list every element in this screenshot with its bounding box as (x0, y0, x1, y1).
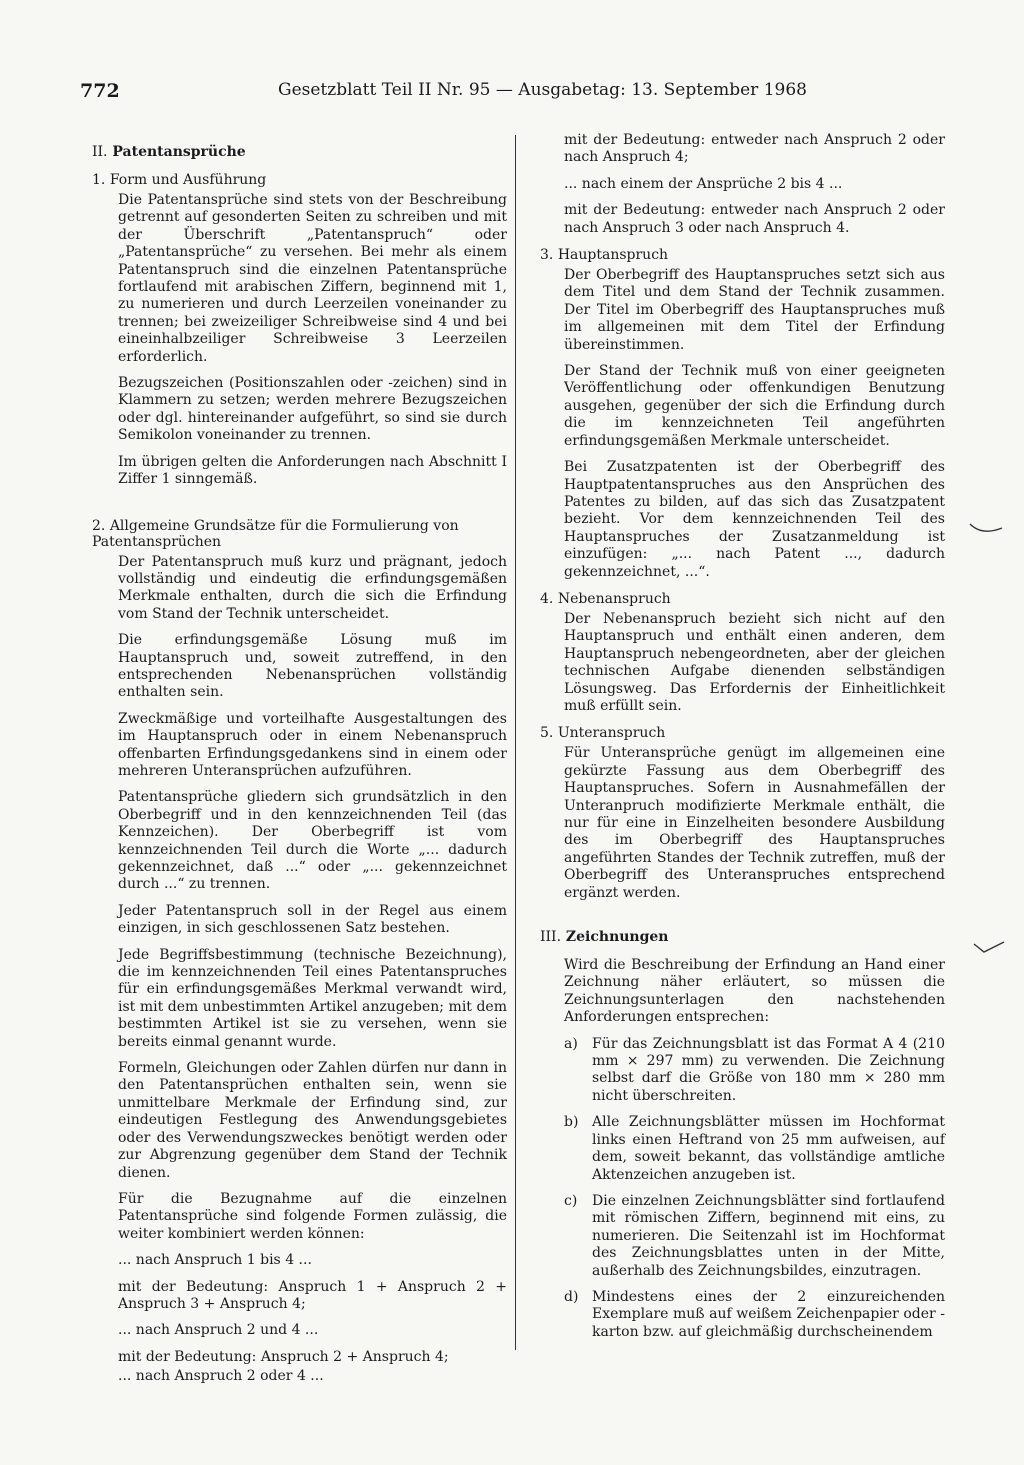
continued-text (540, 132, 945, 237)
paragraph: ... nach einem der Ansprüche 2 bis 4 ... (564, 175, 843, 192)
paragraph: Bezugszeichen (Positionszahlen oder -zeichen) sind in Klammern zu setzen; werden mehrere Bezugszeichen oder dgl. hintereinander aufgeführt, so sind sie durch Semikolon voneinander zu trennen. (118, 375, 507, 444)
checkmark-icon (972, 940, 1008, 956)
paragraph: mit der Bedeutung: Anspruch 1 + Anspruch 2 + Anspruch 3 + Anspruch 4; (118, 1278, 507, 1312)
right-column (540, 132, 945, 1350)
list-item: d) Mindestens eines der 2 einzureichenden Exemplare muß auf weißem Zeichenpapier oder -karton bzw. auf gleichmäßig durchscheinendem (564, 1288, 945, 1340)
pencil-mark-icon (968, 520, 1004, 536)
paragraph: Die erfindungsgemäße Lösung muß im Hauptanspruch und, soweit zutreffend, in den entsprechenden Nebenansprüchen vollständig enthalten sein. (118, 632, 507, 701)
paragraph: ... nach Anspruch 2 und 4 ... (118, 1322, 319, 1339)
item-body (540, 267, 945, 581)
item-heading: 4. Nebenanspruch (540, 590, 671, 607)
item-body (92, 554, 507, 1386)
item-body (92, 192, 507, 489)
section-heading: III. Zeichnungen (540, 929, 669, 946)
left-column (92, 136, 507, 1395)
paragraph: mit der Bedeutung: Anspruch 2 + Anspruch 4; (118, 1348, 449, 1365)
paragraph: Wird die Beschreibung der Erfindung an Hand einer Zeichnung näher erläutert, so müssen die Zeichnungsunterlagen den nachstehenden Anforderungen entsprechen: (564, 957, 945, 1026)
list-item: b) Alle Zeichnungsblätter müssen im Hochformat links einen Heftrand von 25 mm aufweisen, auf dem, soweit bekannt, das vollständige amtliche Aktenzeichen anzugeben ist. (564, 1114, 945, 1183)
paragraph: Für die Bezugnahme auf die einzelnen Patentansprüche sind folgende Formen zulässig, die weiter kombiniert werden können: (118, 1190, 507, 1242)
item-heading: 2. Allgemeine Grundsätze für die Formulierung von Patentansprüchen (92, 517, 459, 550)
item-body (540, 957, 945, 1341)
list-item: a) Für das Zeichnungsblatt ist das Format A 4 (210 mm × 297 mm) zu verwenden. Die Zeichnung selbst darf die Größe von 180 mm × 280 mm nicht überschreiten. (564, 1035, 945, 1104)
paragraph: mit der Bedeutung: entweder nach Anspruch 2 oder nach Anspruch 4; (564, 132, 945, 166)
paragraph: Für Unteransprüche genügt im allgemeinen eine gekürzte Fassung aus dem Oberbegriff des Hauptanspruches. Sofern in Ausnahmefällen der Unteranpruch modifizierte Merkmale enthält, die nur für eine in Einzelheiten besondere Ausbildung des im Oberbegriff des Hauptanspruches angeführten Standes der Technik zutreffen, muß der Oberbegriff des Unteranspruches entsprechend ergänzt werden. (564, 745, 945, 901)
paragraph: Der Oberbegriff des Hauptanspruches setzt sich aus dem Titel und dem Stand der Technik zusammen. Der Titel im Oberbegriff des Hauptanspruches muß im allgemeinen mit dem Titel der Erfindung übereinstimmen. (564, 267, 945, 353)
item-body (540, 745, 945, 902)
paragraph: ... nach Anspruch 1 bis 4 ... (118, 1252, 312, 1269)
page-header (0, 80, 1024, 108)
paragraph: Bei Zusatzpatenten ist der Oberbegriff des Hauptpatentanspruches aus den Ansprüchen des Patentes zu bilden, auf das sich das Zusatzpatent bezieht. Vor dem kennzeichnenden Teil des Hauptanspruches der Zusatzanmeldung ist einzufügen: „... nach Patent ..., dadurch gekennzeichnet, ...“. (564, 459, 945, 580)
section-heading: II. Patentansprüche (92, 144, 246, 160)
paragraph: mit der Bedeutung: entweder nach Anspruch 2 oder nach Anspruch 3 oder nach Anspruch 4. (564, 202, 945, 236)
paragraph: Jeder Patentanspruch soll in der Regel aus einem einzigen, in sich geschlossenen Satz bestehen. (118, 902, 507, 937)
item-body (540, 611, 945, 715)
paragraph: ... nach Anspruch 2 oder 4 ... (118, 1368, 324, 1385)
list-item: c) Die einzelnen Zeichnungsblätter sind fortlaufend mit römischen Ziffern, beginnend mit eins, zu numerieren. Die Seitenzahl ist im Hochformat des Zeichnungsblattes unten in der Mitte, außerhalb des Zeichnungsbildes, einzutragen. (564, 1192, 945, 1279)
paragraph: Im übrigen gelten die Anforderungen nach Abschnitt I Ziffer 1 sinngemäß. (118, 453, 507, 488)
item-heading: 1. Form und Ausführung (92, 172, 267, 188)
column-divider (515, 135, 516, 1350)
paragraph: Die Patentansprüche sind stets von der Beschreibung getrennt auf gesonderten Seiten zu schreiben und mit der Überschrift „Patentanspruch“ oder „Patentansprüche“ zu versehen. Bei mehr als einem Patentanspruch sind die einzelnen Patentansprüche fortlaufend mit arabischen Ziffern, beginnend mit 1, zu numerieren und durch Leerzeilen voneinander zu trennen; bei zweizeiliger Schreibweise sind 4 und bei eineinhalbzeiliger Schreibweise 3 Leerzeilen erforderlich. (118, 192, 507, 365)
paragraph: Jede Begriffsbestimmung (technische Bezeichnung), die im kennzeichnenden Teil eines Patentanspruches für ein erfindungsgemäßes Merkmal verwandt wird, ist mit dem unbestimmten Artikel anzugeben; mit dem bestimmten Artikel ist sie zu versehen, wenn sie bereits einmal genannt wurde. (118, 946, 507, 1050)
paragraph: Der Stand der Technik muß von einer geeigneten Veröffentlichung oder offenkundigen Benutzung ausgehen, gegenüber der sich die Erfindung durch die im kennzeichneten Teil angeführten erfindungsgemäßen Merkmale unterscheidet. (564, 363, 945, 449)
paragraph: Patentansprüche gliedern sich grundsätzlich in den Oberbegriff und in den kennzeichnenden Teil (das Kennzeichen). Der Oberbegriff ist vom kennzeichnenden Teil durch die Worte „... dadurch gekennzeichnet, daß ...“ oder „... gekennzeichnet durch ...“ zu trennen. (118, 789, 507, 893)
item-heading: 3. Hauptanspruch (540, 247, 669, 264)
page-number: 772 (80, 80, 120, 102)
paragraph: Zweckmäßige und vorteilhafte Ausgestaltungen des im Hauptanspruch oder in einem Nebenanspruch offenbarten Erfindungsgedankens sind in einem oder mehreren Unteransprüchen aufzuführen. (118, 710, 507, 779)
item-heading: 5. Unteranspruch (540, 725, 666, 742)
paragraph: Der Patentanspruch muß kurz und prägnant, jedoch vollständig und eindeutig die erfindungsgemäßen Merkmale enthalten, durch die sich die Erfindung vom Stand der Technik unterscheidet. (118, 553, 507, 622)
paragraph: Der Nebenanspruch bezieht sich nicht auf den Hauptanspruch und enthält einen anderen, dem Hauptanspruch nebengeordneten, aber der gleichen technischen Aufgabe dienenden selbständigen Lösungsweg. Das Erfordernis der Einheitlichkeit muß erfüllt sein. (564, 610, 945, 714)
paragraph: Formeln, Gleichungen oder Zahlen dürfen nur dann in den Patentansprüchen enthalten sein, wenn sie unmittelbare Merkmale der Erfindung sind, zur eindeutigen Festlegung des Anwendungsgebietes oder des Verwendungszweckes benötigt werden oder zur Abgrenzung gegenüber dem Stand der Technik dienen. (118, 1060, 507, 1181)
running-title: Gesetzblatt Teil II Nr. 95 — Ausgabetag: 13. September 1968 (278, 80, 807, 100)
